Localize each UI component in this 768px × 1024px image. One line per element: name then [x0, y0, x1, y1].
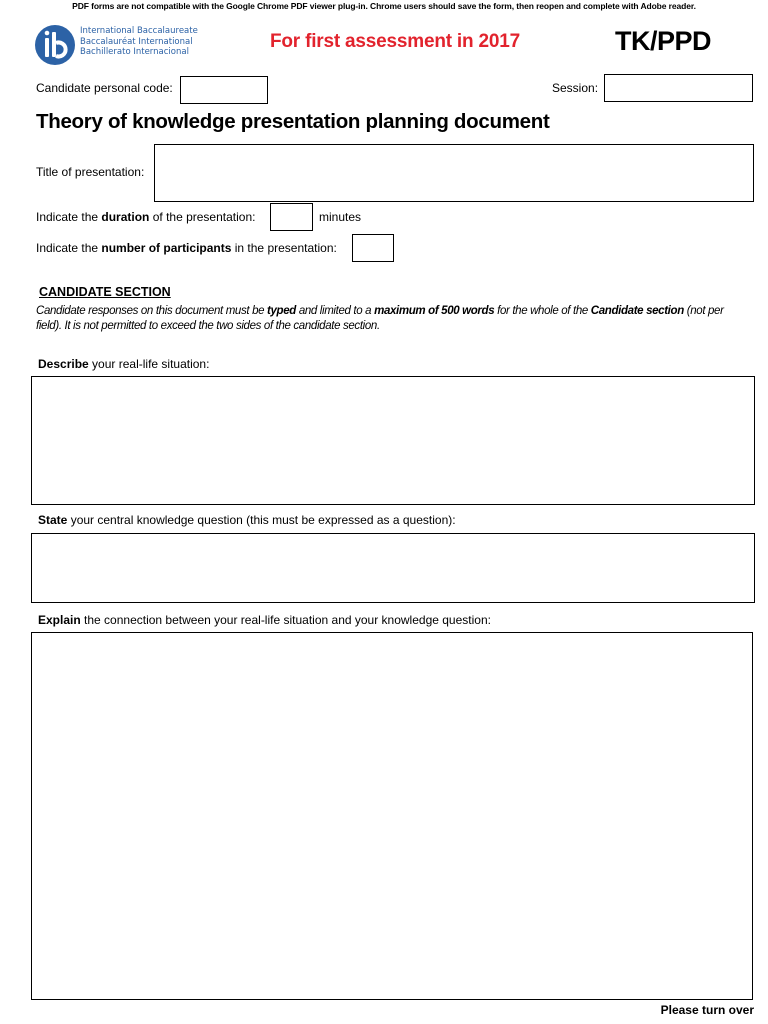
session-field[interactable] [604, 74, 753, 102]
state-label [38, 513, 456, 527]
please-turn-over: Please turn over [660, 1003, 754, 1017]
form-code: TK/PPD [615, 26, 712, 56]
candidate-code-field[interactable] [180, 76, 268, 104]
ib-logo-text [80, 26, 198, 58]
logo-line-es: Bachillerato Internacional [80, 47, 189, 57]
state-field[interactable] [31, 533, 755, 603]
duration-field[interactable] [270, 203, 313, 231]
duration-unit: minutes [319, 210, 362, 224]
describe-label [38, 357, 209, 371]
explain-rest: the connection between your real-life situation and your knowledge question: [84, 613, 491, 627]
instr-part-3: for the whole of the [497, 305, 588, 317]
page-title: Theory of knowledge presentation planning document [36, 110, 550, 133]
instr-part-1: Candidate responses on this document must be [36, 305, 265, 317]
session-label: Session: [552, 81, 599, 95]
first-assessment-banner: For first assessment in 2017 [270, 31, 520, 52]
explain-field[interactable] [31, 632, 753, 1000]
describe-rest: your real-life situation: [92, 357, 210, 371]
duration-suffix: of the presentation: [152, 210, 256, 224]
instr-max-words: maximum of 500 words [374, 305, 495, 317]
describe-field[interactable] [31, 376, 755, 505]
ib-logo-icon [33, 24, 77, 66]
state-bold: State [38, 513, 68, 527]
presentation-title-label: Title of presentation: [36, 165, 145, 179]
instr-candidate-section: Candidate section [590, 305, 684, 317]
logo-line-fr: Baccalauréat International [80, 36, 193, 47]
participants-field[interactable] [352, 234, 394, 262]
participants-label [36, 241, 337, 255]
instr-typed: typed [267, 305, 296, 317]
logo-line-en: International Baccalaureate [80, 26, 198, 36]
participants-suffix: in the presentation: [234, 241, 337, 255]
candidate-section-title: CANDIDATE SECTION [39, 285, 171, 299]
presentation-title-field[interactable] [154, 144, 754, 202]
candidate-section-instructions [36, 304, 748, 333]
describe-bold: Describe [38, 357, 89, 371]
state-rest: your central knowledge question (this must be expressed as a question): [70, 513, 456, 527]
instr-part-2: and limited to a [298, 305, 372, 317]
instr-part-4: (not per field). It is not permitted to exceed the two sides of the candidate section. [36, 305, 724, 332]
duration-label [36, 210, 255, 224]
duration-bold: duration [101, 210, 150, 224]
participants-bold: number of participants [101, 241, 232, 255]
duration-prefix: Indicate the [36, 210, 99, 224]
participants-prefix: Indicate the [36, 241, 99, 255]
candidate-code-label: Candidate personal code: [36, 81, 173, 95]
explain-bold: Explain [38, 613, 81, 627]
pdf-compatibility-notice: PDF forms are not compatible with the Google Chrome PDF viewer plug-in. Chrome users should save the form, then reopen and complete with Adobe reader. [72, 1, 696, 11]
explain-label [38, 613, 491, 627]
